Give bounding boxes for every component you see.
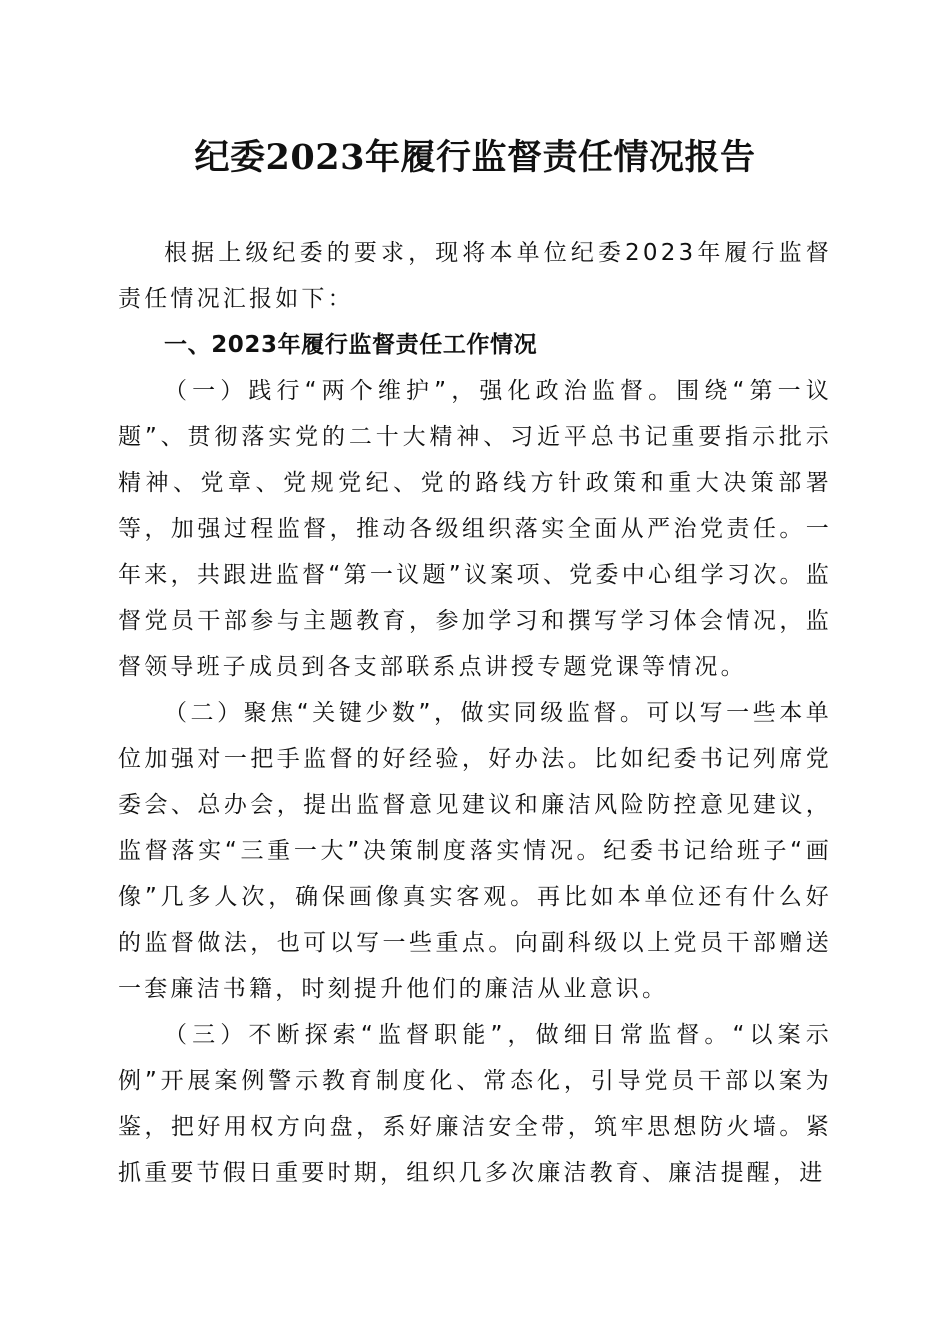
subsection-paragraph-1: （一）践行“两个维护”，强化政治监督。围绕“第一议题”、贯彻落实党的二十大精神、习近平总书记重要指示批示精神、党章、党规党纪、党的路线方针政策和重大决策部署等，加强过程监督，推动各级组织落实全面从严治党责任。一年来，共跟进监督“第一议题”议案项、党委中心组学习次。监督党员干部参与主题教育，参加学习和撰写学习体会情况，监督领导班子成员到各支部联系点讲授专题党课等情况。 xyxy=(118,378,832,680)
intro-paragraph: 根据上级纪委的要求，现将本单位纪委2023年履行监督责任情况汇报如下： xyxy=(118,240,832,312)
subsection-paragraph-2: （二）聚焦“关键少数”，做实同级监督。可以写一些本单位加强对一把手监督的好经验，好办法。比如纪委书记列席党委会、总办会，提出监督意见建议和廉洁风险防控意见建议，监督落实“三重一大”决策制度落实情况。纪委书记给班子“画像”几多人次，确保画像真实客观。再比如本单位还有什么好的监督做法，也可以写一些重点。向副科级以上党员干部赠送一套廉洁书籍，时刻提升他们的廉洁从业意识。 xyxy=(118,700,832,1002)
section-heading-1: 一、2023年履行监督责任工作情况 xyxy=(164,332,538,358)
document-title: 纪委2023年履行监督责任情况报告 xyxy=(194,137,756,178)
document-body xyxy=(118,230,832,1196)
subsection-paragraph-3: （三）不断探索“监督职能”，做细日常监督。“以案示例”开展案例警示教育制度化、常态化，引导党员干部以案为鉴，把好用权方向盘，系好廉洁安全带，筑牢思想防火墙。紧抓重要节假日重要时期，组织几多次廉洁教育、廉洁提醒，进 xyxy=(118,1022,832,1186)
